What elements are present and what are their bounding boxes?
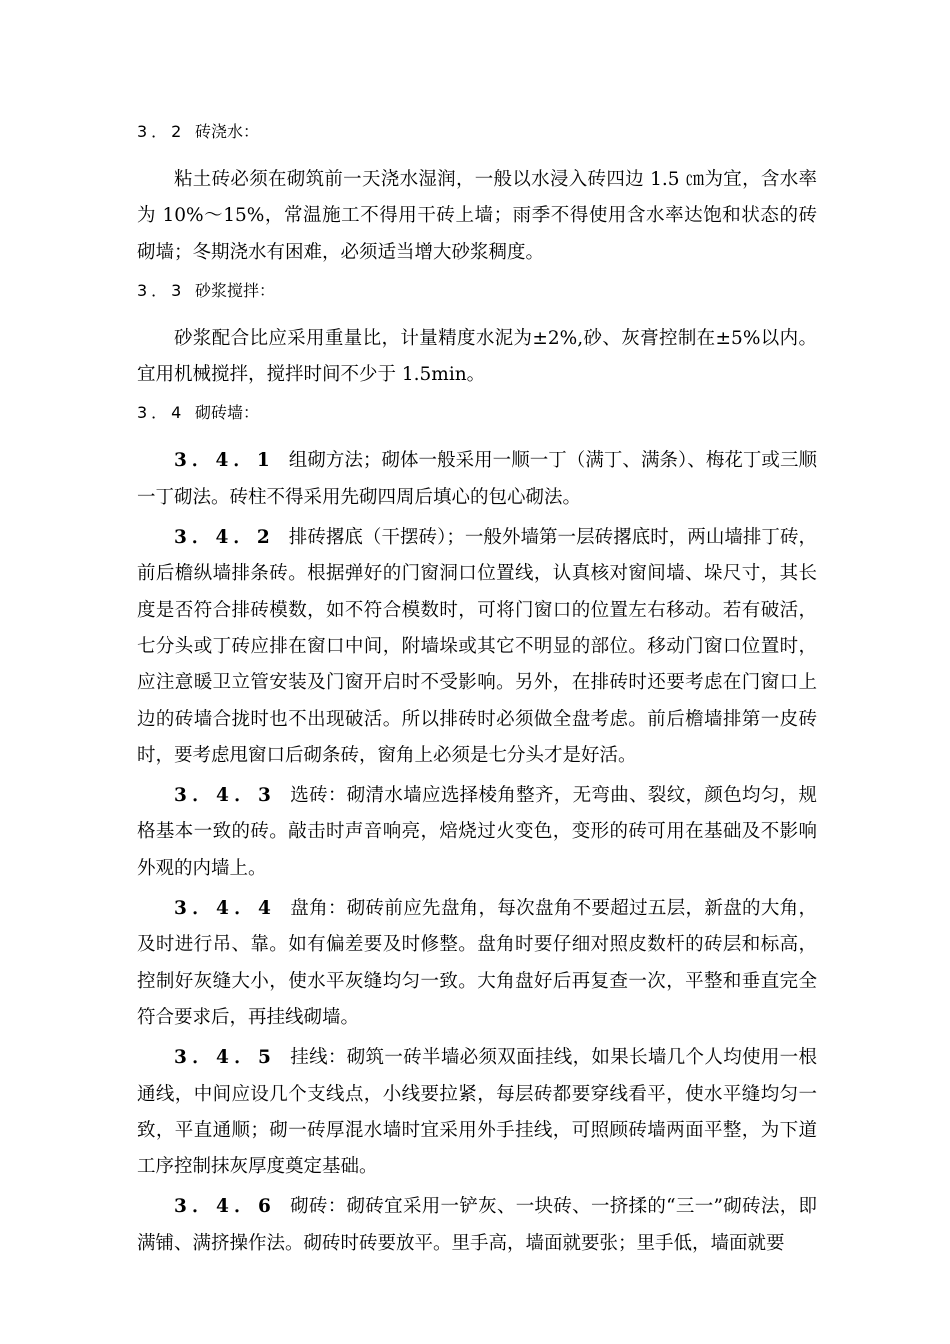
section-title: 砌砖墙： [195,403,260,423]
subsection-text: 砌砖：砌砖宜采用一铲灰、一块砖、一挤揉的“三一”砌砖法，即满铺、满挤操作法。砌砖时砖要放平。里手高，墙面就要张；里手低，墙面就要 [137,1196,817,1254]
subsection-number: 3．4．2 [174,527,275,549]
section-heading-3-2 [137,116,817,148]
section-body-3-2: 粘土砖必须在砌筑前一天浇水湿润，一般以水浸入砖四边 1.5 ㎝为宜，含水率为 10%～15%，常温施工不得用干砖上墙；雨季不得使用含水率达饱和状态的砖砌墙；冬期浇水有困难，必须适当增大砂浆稠度。 [137,169,817,263]
subsection-number: 3．4．5 [174,1047,276,1069]
section-heading-3-4 [137,397,817,429]
document-page [137,116,817,1266]
section-number: 3．2 [137,122,186,141]
subsection-text: 挂线：砌筑一砖半墙必须双面挂线，如果长墙几个人均使用一根通线，中间应设几个支线点，小线要拉紧，每层砖都要穿线看平，使水平缝均匀一致，平直通顺；砌一砖厚混水墙时宜采用外手挂线，可照顾砖墙两面平整，为下道工序控制抹灰厚度奠定基础。 [137,1047,817,1178]
subsection-text: 组砌方法；砌体一般采用一顺一丁（满丁、满条）、梅花丁或三顺一丁砌法。砖柱不得采用先砌四周后填心的包心砌法。 [137,450,817,508]
subsection-number: 3．4．4 [174,898,276,920]
subsection-3-4-2 [137,520,817,774]
subsection-3-4-5 [137,1040,817,1185]
subsection-number: 3．4．1 [174,450,275,472]
section-title: 砖浇水： [195,122,260,141]
subsection-3-4-4 [137,891,817,1036]
section-body-3-3: 砂浆配合比应采用重量比，计量精度水泥为±2%,砂、灰膏控制在±5%以内。宜用机械搅拌，搅拌时间不少于 1.5min。 [137,327,817,386]
section-number: 3．3 [137,280,186,300]
section-title: 砂浆搅拌： [195,280,276,300]
section-heading-3-3 [137,275,817,307]
subsection-text: 选砖：砌清水墙应选择棱角整齐，无弯曲、裂纹，颜色均匀，规格基本一致的砖。敲击时声音响亮，焙烧过火变色，变形的砖可用在基础及不影响外观的内墙上。 [137,785,817,879]
subsection-text: 盘角：砌砖前应先盘角，每次盘角不要超过五层，新盘的大角，及时进行吊、靠。如有偏差要及时修整。盘角时要仔细对照皮数杆的砖层和标高，控制好灰缝大小，使水平灰缝均匀一致。大角盘好后再复查一次，平整和垂直完全符合要求后，再挂线砌墙。 [137,898,817,1028]
subsection-text: 排砖撂底（干摆砖）；一般外墙第一层砖撂底时，两山墙排丁砖，前后檐纵墙排条砖。根据弹好的门窗洞口位置线，认真核对窗间墙、垛尺寸，其长度是否符合排砖模数，如不符合模数时，可将门窗口的位置左右移动。若有破活，七分头或丁砖应排在窗口中间，附墙垛或其它不明显的部位。移动门窗口位置时，应注意暖卫立管安装及门窗开启时不受影响。另外，在排砖时还要考虑在门窗口上边的砖墙合拢时也不出现破活。所以排砖时必须做全盘考虑。前后檐墙排第一皮砖时，要考虑甩窗口后砌条砖，窗角上必须是七分头才是好活。 [137,527,817,766]
subsection-number: 3．4．6 [174,1196,276,1218]
subsection-3-4-6 [137,1189,817,1262]
subsection-3-4-3 [137,778,817,887]
subsection-3-4-1 [137,443,817,516]
subsection-number: 3．4．3 [174,785,276,807]
section-number: 3．4 [137,403,186,423]
